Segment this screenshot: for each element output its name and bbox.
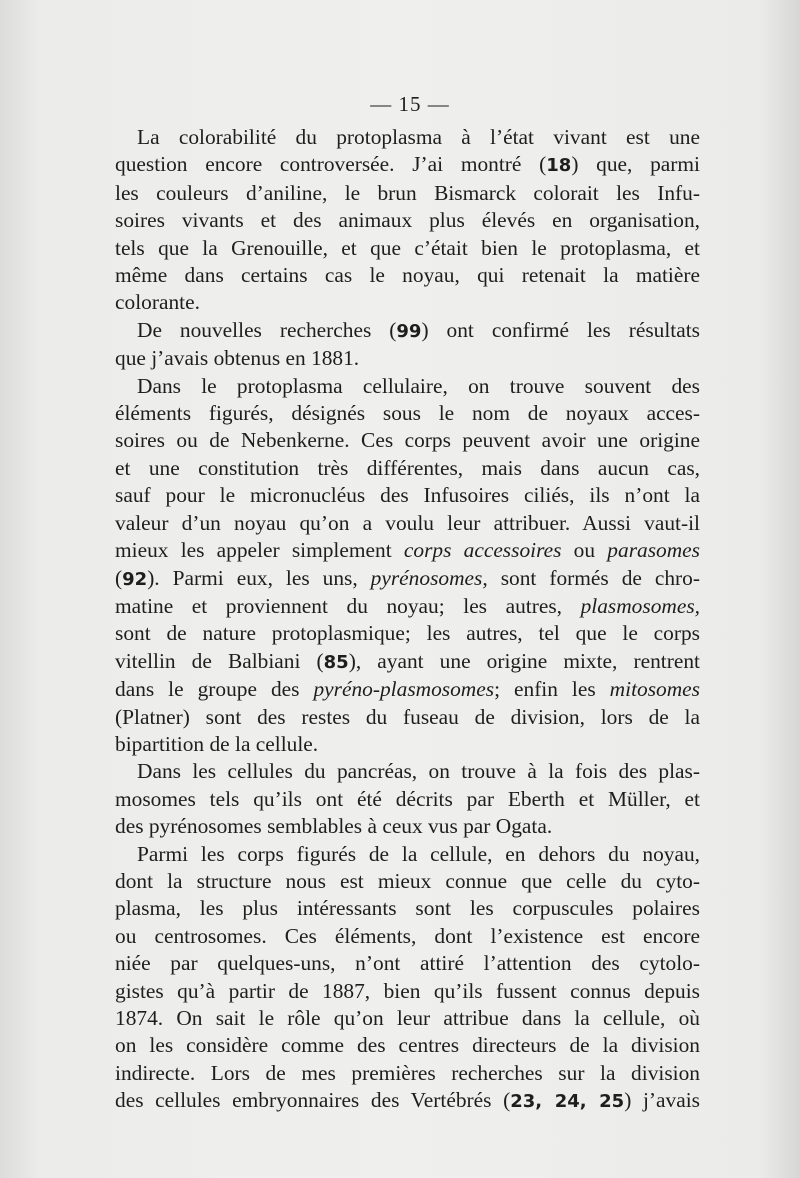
text-line <box>115 510 700 537</box>
paragraph <box>115 124 700 317</box>
text-line <box>115 813 700 840</box>
text-run: De nouvelles recherches ( <box>137 317 397 342</box>
text-run: dans le groupe des <box>115 677 314 702</box>
bibliography-reference: 92 <box>122 568 148 590</box>
text-run: gistes qu’à partir de 1887, bien qu’ils fussent connus depuis <box>115 978 700 1003</box>
text-line <box>115 648 700 676</box>
text-run: (Platner) sont des restes du fuseau de division, lors de la <box>115 704 700 729</box>
text-line <box>115 180 700 207</box>
text-line <box>115 537 700 564</box>
italic-term: mitosomes <box>609 677 700 702</box>
text-run: soires vivants et des animaux plus élevés en organisation, <box>115 208 700 233</box>
text-run: colorante. <box>115 290 200 315</box>
text-run: Parmi les corps figurés de la cellule, en dehors du noyau, <box>137 841 700 866</box>
text-line <box>115 455 700 482</box>
text-line <box>115 289 700 316</box>
text-line <box>115 841 700 868</box>
text-run: Dans le protoplasma cellulaire, on trouve souvent des <box>137 373 700 398</box>
text-line <box>115 731 700 758</box>
text-run: niée par quelques-uns, n’ont attiré l’attention des cytolo- <box>115 951 700 976</box>
text-line <box>115 620 700 647</box>
text-line <box>115 978 700 1005</box>
paragraph <box>115 758 700 840</box>
text-line <box>115 317 700 345</box>
text-run: sont formés de chro- <box>487 565 700 590</box>
text-line <box>115 124 700 151</box>
body-text <box>115 124 700 1116</box>
text-line <box>115 1005 700 1032</box>
text-run: et une constitution très différentes, mais dans aucun cas, <box>115 455 700 480</box>
text-run: matine et proviennent du noyau; les autres, <box>115 593 581 618</box>
text-run: dont la structure nous est mieux connue que celle du cyto- <box>115 868 700 893</box>
text-line <box>115 950 700 977</box>
bibliography-reference: 99 <box>396 320 422 342</box>
text-run: éléments figurés, désignés sous le nom de noyaux acces- <box>115 401 700 426</box>
text-line <box>115 427 700 454</box>
italic-term: corps accessoires <box>403 538 562 563</box>
text-line <box>115 565 700 593</box>
text-run: que j’avais obtenus en 1881. <box>115 346 360 371</box>
italic-term: pyréno-plasmosomes <box>313 677 495 702</box>
italic-term: pyrénosomes, <box>370 565 488 590</box>
text-run: plasma, les plus intéressants sont les corpuscules polaires <box>115 896 700 921</box>
page-number: — 15 — <box>370 92 450 116</box>
text-run: bipartition de la cellule. <box>115 731 319 756</box>
text-run: sauf pour le micronucléus des Infusoires ciliés, ils n’ont la <box>115 483 700 508</box>
text-run: question encore controversée. J’ai montré ( <box>115 152 547 177</box>
text-run: ). Parmi eux, les uns, <box>147 565 371 590</box>
text-run: indirecte. Lors de mes premières recherches sur la division <box>115 1060 700 1085</box>
italic-term: plasmosomes, <box>580 593 700 618</box>
text-line <box>115 151 700 179</box>
text-line <box>115 1087 700 1115</box>
text-run: ( <box>115 565 123 590</box>
text-line <box>115 235 700 262</box>
text-run: ), ayant une origine mixte, rentrent <box>348 648 700 673</box>
text-line <box>115 1032 700 1059</box>
text-run: ) j’avais <box>624 1088 700 1113</box>
text-run: ) que, parmi <box>571 152 700 177</box>
text-line <box>115 262 700 289</box>
text-line <box>115 868 700 895</box>
text-run: tels que la Grenouille, et que c’était bien le protoplasma, et <box>115 235 700 260</box>
text-run: ou centrosomes. Ces éléments, dont l’existence est encore <box>115 923 700 948</box>
text-line <box>115 786 700 813</box>
text-run: 1874. On sait le rôle qu’on leur attribue dans la cellule, où <box>115 1006 700 1030</box>
text-line <box>115 923 700 950</box>
text-run: ; enfin les <box>494 677 610 702</box>
text-line <box>115 345 700 372</box>
text-line <box>115 373 700 400</box>
text-run: soires ou de Nebenkerne. Ces corps peuvent avoir une origine <box>115 428 700 453</box>
paragraph <box>115 841 700 1116</box>
text-run: mosomes tels qu’ils ont été décrits par Eberth et Müller, et <box>115 786 700 811</box>
text-run: même dans certains cas le noyau, qui retenait la matière <box>115 263 700 288</box>
text-run: des pyrénosomes semblables à ceux vus par Ogata. <box>115 814 553 839</box>
italic-term: parasomes <box>607 538 700 563</box>
text-run: ou <box>561 538 608 563</box>
text-line <box>115 758 700 785</box>
text-run: Dans les cellules du pancréas, on trouve à la fois des plas- <box>137 759 700 784</box>
text-run: on les considère comme des centres directeurs de la division <box>115 1033 700 1058</box>
bibliography-reference: 23, 24, 25 <box>510 1091 625 1113</box>
text-line <box>115 593 700 620</box>
text-line <box>115 895 700 922</box>
text-run: mieux les appeler simplement <box>115 538 404 563</box>
text-line <box>115 400 700 427</box>
text-run: des cellules embryonnaires des Vertébrés ( <box>115 1088 511 1113</box>
text-line <box>115 1060 700 1087</box>
bibliography-reference: 18 <box>546 155 572 177</box>
paragraph <box>115 373 700 759</box>
text-run: La colorabilité du protoplasma à l’état vivant est une <box>137 125 700 149</box>
bibliography-reference: 85 <box>323 651 349 673</box>
text-run: valeur d’un noyau qu’on a voulu leur attribuer. Aussi vaut-il <box>115 510 700 535</box>
text-line <box>115 207 700 234</box>
text-run: vitellin de Balbiani ( <box>115 648 324 673</box>
paragraph <box>115 317 700 373</box>
text-line <box>115 676 700 703</box>
text-line <box>115 704 700 731</box>
text-run: sont de nature protoplasmique; les autres, tel que le corps <box>115 621 700 646</box>
text-line <box>115 482 700 509</box>
text-run: ) ont confirmé les résultats <box>421 317 700 342</box>
text-run: les couleurs d’aniline, le brun Bismarck colorait les Infu- <box>115 180 700 205</box>
